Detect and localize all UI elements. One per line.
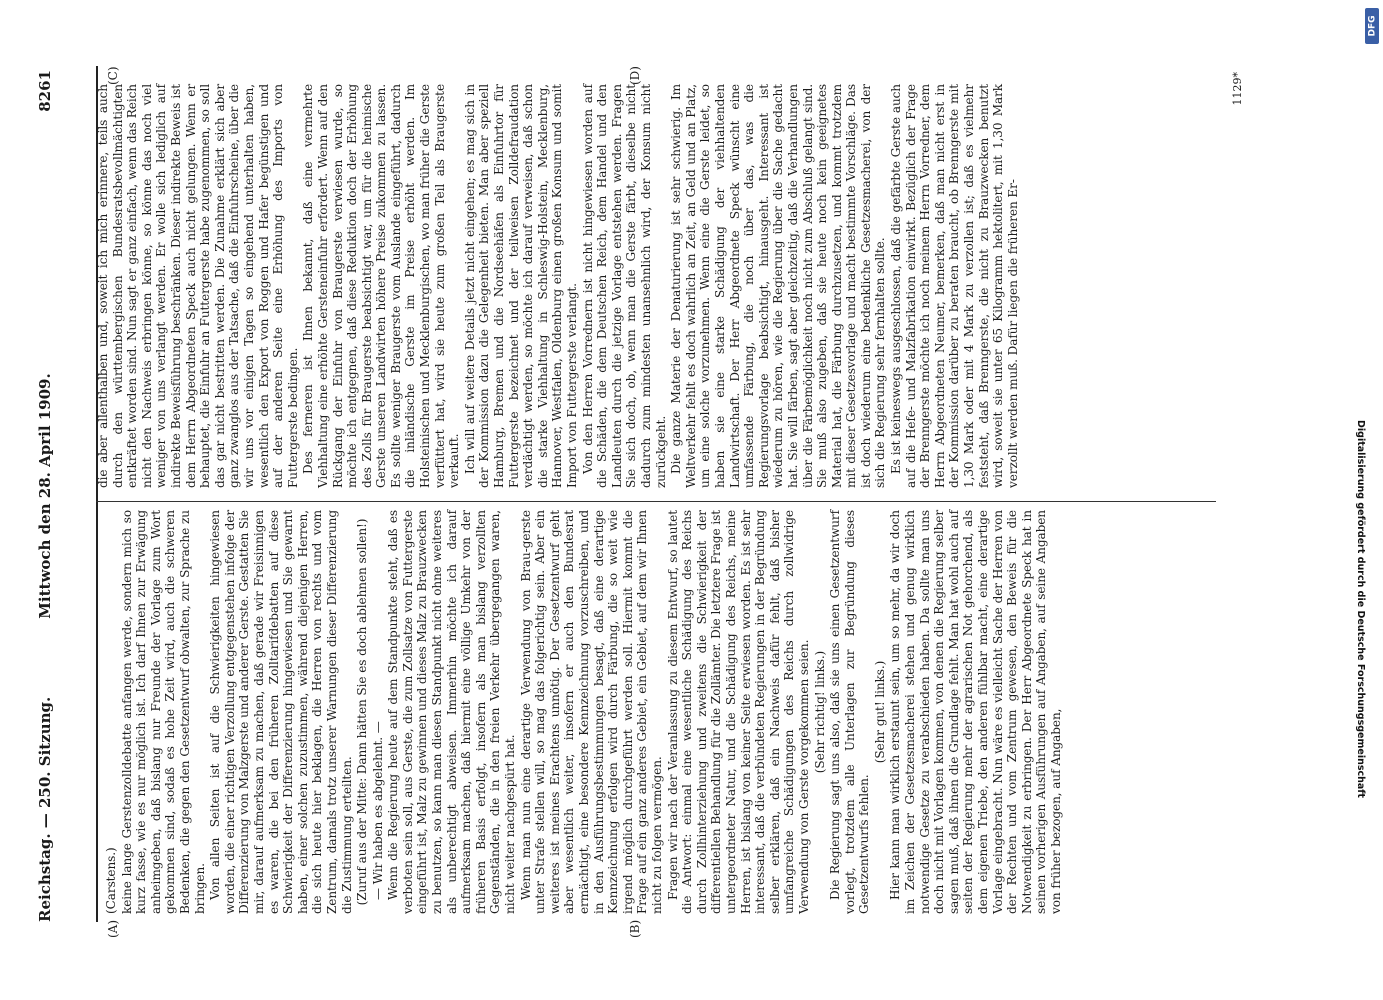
digitization-note: Digitalisierung gefördert durch die Deutsche Forschungsgemeinschaft <box>1355 420 1366 798</box>
paragraph: Des ferneren ist Ihnen bekannt, daß eine vermehrte Viehhaltung eine erhöhte Gersteneinfuhr erfordert. Wenn auf den Rückgang der Einfuhr von Braugerste verwiesen wurde, so möchte ich entgegnen, daß diese Reduktion doch der Erhöhung des Zolls für Braugerste beabsichtigt war, um für die heimische Gerste unseren Landwirten höhere Preise zukommen zu lassen. Es sollte weniger Braugerste vom Auslande eingeführt, dadurch die inländische Gerste im Preise erhöht werden. Im Holsteinischen und Mecklenburgischen, wo man früher die Gerste verfüttert hat, wird sie heute zum großen Teil als Braugerste verkauft. <box>301 84 462 488</box>
margin-marker-d: (D) <box>628 66 642 85</box>
interjection: (Zuruf aus der Mitte: Dann hätten Sie es doch ablehnen sollen!) <box>355 518 370 906</box>
paragraph: die aber allenthalben und, soweit ich mich erinnere, teils auch durch den württembergischen Bundesratsbevollmächtigten entkräftet worden sind. Nun sagt er ganz einfach, wenn das Reich nicht den Nachweis erbringen könne, so könne das noch viel weniger von uns verlangt werden. Er wolle sich lediglich auf indirekte Beweisführung beschränken. Dieser indirekte Beweis ist dem Herrn Abgeordneten Speck auch nicht gelungen. Wenn er behauptet, die Einfuhr an Futtergerste habe zugenommen, so soll das gar nicht bestritten werden. Die Zunahme erklärt sich aber ganz zwanglos aus der Tatsache, daß die Einfuhrscheine, über die wir uns vor einigen Tagen so eingehend unterhalten haben, wesentlich den Export von Roggen und Hafer begünstigen und auf der anderen Seite eine Erhöhung des Imports von Futtergerste bedingen. <box>96 84 300 488</box>
paragraph: Es ist keineswegs ausgeschlossen, daß die gefärbte Gerste auch auf die Hefe- und Malzfabrikation einwirkt. Bezüglich der Frage der Brenngerste möchte ich noch meinem Herrn Vorredner, dem Herrn Abgeordneten Neumer, bemerken, daß man nicht erst in der Kommission darüber zu beraten braucht, ob Brenngerste mit 1,30 Mark oder mit 4 Mark zu verzollen ist; daß es vielmehr feststeht, daß Brenngerste, die nicht zu Brauzwecken benutzt wird, soweit sie unter 65 Kilogramm hektolitert, mit 1,30 Mark verzollt werden muß. Dafür liegen die früheren Er- <box>889 84 1020 488</box>
interjection: (Sehr gut! links.) <box>872 660 887 764</box>
dfg-logo-text: DFG <box>1367 15 1378 37</box>
column-divider <box>96 501 1216 502</box>
paragraph: — Wir haben es abgelehnt. — <box>370 721 385 900</box>
paragraph: Hier kann man wirklich erstaunt sein, um so mehr, da wir doch im Zeichen der Gesetzesmacherei stehen und genug wirklich notwendige Gesetze zu verabschieden haben. Da sollte man uns doch nicht mit Vorlagen kommen, von denen die Regierung selber sagen muß, daß ihnen die Grundlage fehlt. Man hat wohl auch auf seiten der Regierung mehr der agrarischen Not gehorchend, als dem eigenen Triebe, den anderen fühlbar macht, eine derartige Vorlage eingebracht. Nun wäre es vielleicht Sache der Herren von der Rechten und vom Zentrum gewesen, den Beweis für die Notwendigkeit zu erbringen. Der Herr Abgeordnete Speck hat in seinen vorherigen Ausführungen auf Angaben, auf seine Angaben von früher bezogen, auf Angaben, <box>888 510 1063 914</box>
margin-marker-c: (C) <box>106 66 120 85</box>
paragraph: Ich will auf weitere Details jetzt nicht eingehen; es mag sich in der Kommission dazu die Gelegenheit bieten. Man aber speziell Hamburg, Bremen und die Nordseehäfen als Einfuhrtor für Futtergerste bezeichnet und der teilweisen Zolldefraudation verdächtigt werden, so möchte ich darauf verweisen, daß schon die starke Viehhaltung in Schleswig-Holstein, Mecklenburg, Hannover, Westfalen, Oldenburg einen großen Konsum und somit Import von Futtergerste verlangt. <box>462 84 579 488</box>
page-header <box>30 70 60 922</box>
paragraph: Wenn die Regierung heute auf dem Standpunkte steht, daß es verboten sein soll, aus Gerste, die zum Zollsatze von Futtergerste eingeführt ist, Malz zu gewinnen und dieses Malz zu Brauzwecken zu benutzen, so kann man diesen Standpunkt nicht ohne weiteres als unberechtigt abweisen. Immerhin möchte ich darauf aufmerksam machen, daß hiermit eine völlige Umkehr von der früheren Basis erfolgt, insofern als man bislang verzollten Gegenständen, die in den freien Verkehr übergegangen waren, nicht weiter nachgespürt hat. <box>386 510 518 914</box>
paragraph: Von allen Seiten ist auf die Schwierigkeiten hingewiesen worden, die einer richtigen Verzollung entgegenstehen infolge der Differenzierung von Malzgerste und anderer Gerste. Gestatten Sie mir, darauf aufmerksam zu machen, daß gerade wir Freisinnigen es waren, die bei den früheren Zolltarifdebatten auf diese Schwierigkeit der Differenzierung hingewiesen und Sie gewarnt haben, einer solchen zuzustimmen, während diejenigen Herren, die sich heute hier beklagen, die Herren von rechts und vom Zentrum, damals trotz unserer Warnungen dieser Differenzierung die Zustimmung erteilten. <box>208 510 354 914</box>
text-column-right <box>96 84 1021 488</box>
margin-marker-a: (A) <box>106 919 120 938</box>
speaker-name: (Carstens.) <box>104 847 118 914</box>
paragraph: Die ganze Materie der Denaturierung ist sehr schwierig. Im Weltverkehr fehlt es doch wahrlich an Zeit, an Geld und an Platz, um eine solche vorzunehmen. Wenn eine die Gerste leidet, so haben sie eine starke Schädigung der viehhaltenden Landwirtschaft. Der Herr Abgeordnete Speck wünscht eine umfassende Färbung, die noch über das, was die Regierungsvorlage beabsichtigt, hinausgeht. Interessant ist wiederum zu hören, wie die Regierung über die Sache gedacht hat. Sie will färben, sagt aber gleichzeitig, daß die Verhandlungen über die Färbemöglichkeit noch nicht zum Abschluß gelangt sind. Sie muß also zugeben, daß sie heute noch kein geeignetes Material hat, die Färbung durchzusetzen, und kommt trotzdem mit dieser Gesetzesvorlage und macht bestimmte Vorschläge. Das ist doch wiederum eine bedenkliche Gesetzesmacherei, von der sich die Regierung sehr fernhalten sollte. <box>669 84 888 488</box>
paragraph: Wenn man nun eine derartige Verwendung von Brau-gerste unter Strafe stellen will, so mag das folgerichtig sein. Aber ein weiteres ist meines Erachtens unnötig. Der Gesetzentwurf geht aber wesentlich weiter, insofern er auch den Bundesrat ermächtigt, eine besondere Kennzeichnung vorzuschreiben, und in den Ausführungsbestimmungen besagt, daß eine derartige Kennzeichnung erfolgen wird durch Färbung, die so weit wie irgend möglich durchgeführt werden soll. Hiermit kommt die Frage auf ein ganz anderes Gebiet, ein Gebiet, auf dem wir Ihnen nicht zu folgen vermögen. <box>518 510 664 914</box>
margin-marker-b: (B) <box>628 919 642 938</box>
text-column-left <box>104 510 1065 914</box>
paragraph: Die Regierung sagt uns also, daß sie uns einen Gesetzentwurf vorlegt, trotzdem alle Unterlagen zur Begründung dieses Gesetzentwurfs fehlen. <box>828 510 872 914</box>
header-date: Mittwoch den 28. April 1909. <box>36 373 54 619</box>
paragraph: Fragen wir nach der Veranlassung zu diesem Entwurf, so lautet die Antwort: einmal eine wesentliche Schädigung des Reichs durch Zollhinterziehung und zweitens die Schwierigkeit der differentiellen Behandlung für die Zollämter. Die letztere Frage ist untergeordneter Natur, und die Schädigung des Reichs, meine Herren, ist bislang von keiner Seite erwiesen worden. Es ist sehr interessant, daß die verbündeten Regierungen in der Begründung selber erklären, daß ein Nachweis dafür fehlt, daß bisher umfangreiche Schädigungen des Reichs durch zollwidrige Verwendung von Gerste vorgekommen seien. <box>665 510 811 914</box>
dfg-logo-icon <box>1365 8 1379 44</box>
interjection: (Sehr richtig! links.) <box>812 650 827 774</box>
digitization-sidebar <box>1355 0 1383 1000</box>
header-session: Reichstag. — 250. Sitzung. <box>36 696 54 922</box>
paragraph: keine lange Gerstenzolldebatte anfangen werde, sondern mich so kurz fasse, wie es nur möglich ist. Ich darf Ihnen zur Erwägung anheimgeben, daß bislang nur Freunde der Vorlage zum Wort gekommen sind, sodaß es hohe Zeit wird, auch die schweren Bedenken, die gegen den Gesetzentwurf obwalten, zur Sprache zu bringen. <box>119 510 207 914</box>
sheet-number: 1129* <box>1231 72 1244 106</box>
paragraph: Von den Herren Vorrednern ist nicht hingewiesen worden auf die Schäden, die dem Deutschen Reich, dem Handel und den Landleuten durch die jetzige Vorlage entstehen werden. Fragen Sie sich doch, ob, wenn man die Gerste färbt, dieselbe nicht dadurch zum mindesten unansehnlich wird, der Konsum nicht zurückgeht. <box>580 84 668 488</box>
header-page-number: 8261 <box>36 70 54 112</box>
